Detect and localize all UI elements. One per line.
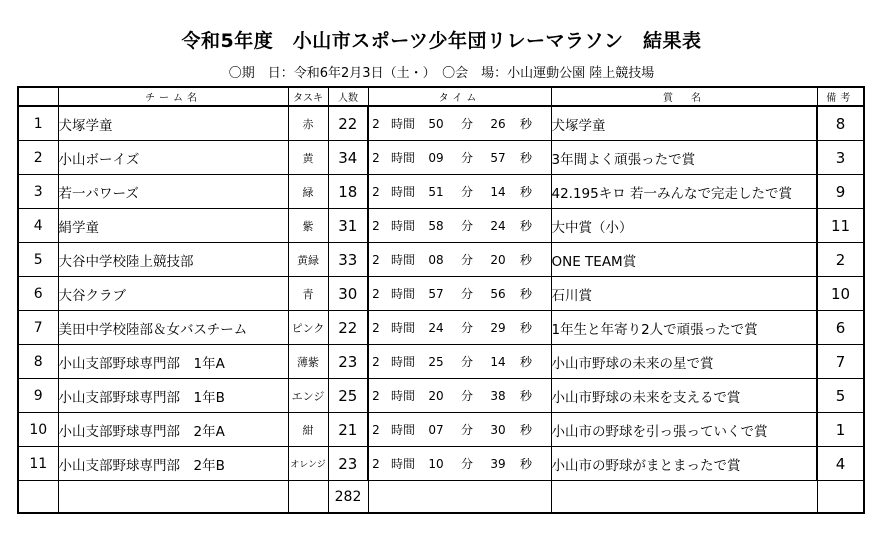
tasuki-color: 赤 [288, 106, 328, 141]
time-seconds: 26 [490, 117, 506, 131]
finish-time [368, 277, 551, 311]
row-number: 4 [18, 209, 58, 243]
minute-unit: 分 [460, 185, 473, 199]
member-count: 18 [328, 175, 368, 209]
team-name: 大谷クラブ [58, 277, 288, 311]
second-unit: 秒 [519, 185, 532, 199]
row-number: 2 [18, 141, 58, 175]
time-hours: 2 [372, 219, 380, 233]
header-team: チーム名 [58, 87, 288, 106]
finish-time [368, 345, 551, 379]
tasuki-color: 黄 [288, 141, 328, 175]
time-minutes: 51 [428, 185, 444, 199]
time-minutes: 20 [428, 389, 444, 403]
time-seconds: 56 [490, 287, 506, 301]
remarks-rank: 8 [817, 106, 864, 141]
member-count: 23 [328, 447, 368, 481]
header-tasuki: タスキ [288, 87, 328, 106]
minute-unit: 分 [460, 389, 473, 403]
tasuki-color: 黄緑 [288, 243, 328, 277]
team-name: 小山支部野球専門部 1年A [58, 345, 288, 379]
total-award-cell [551, 481, 817, 514]
time-seconds: 14 [490, 185, 506, 199]
minute-unit: 分 [460, 423, 473, 437]
team-name: 若一パワーズ [58, 175, 288, 209]
table-row [18, 106, 864, 141]
tasuki-color: 青 [288, 277, 328, 311]
total-tasuki-cell [288, 481, 328, 514]
tasuki-color: オレンジ [288, 447, 328, 481]
total-team-cell [58, 481, 288, 514]
hour-unit: 時間 [390, 321, 415, 335]
results-table [17, 86, 865, 514]
team-name: 小山支部野球専門部 2年B [58, 447, 288, 481]
time-minutes: 08 [428, 253, 444, 267]
minute-unit: 分 [460, 151, 473, 165]
time-minutes: 07 [428, 423, 444, 437]
member-count: 25 [328, 379, 368, 413]
finish-time [368, 379, 551, 413]
finish-time [368, 413, 551, 447]
total-ninzu: 282 [328, 481, 368, 514]
hour-unit: 時間 [390, 423, 415, 437]
time-hours: 2 [372, 117, 380, 131]
award-name: 大中賞（小） [551, 209, 817, 243]
team-name: 小山支部野球専門部 2年A [58, 413, 288, 447]
table-row [18, 413, 864, 447]
header-time: タイム [368, 87, 551, 106]
time-hours: 2 [372, 185, 380, 199]
minute-unit: 分 [460, 321, 473, 335]
total-row [18, 481, 864, 514]
remarks-rank: 10 [817, 277, 864, 311]
hour-unit: 時間 [390, 151, 415, 165]
time-seconds: 14 [490, 355, 506, 369]
member-count: 31 [328, 209, 368, 243]
time-hours: 2 [372, 457, 380, 471]
row-number: 6 [18, 277, 58, 311]
minute-unit: 分 [460, 253, 473, 267]
award-name: ONE TEAM賞 [551, 243, 817, 277]
finish-time [368, 447, 551, 481]
hour-unit: 時間 [390, 355, 415, 369]
second-unit: 秒 [519, 321, 532, 335]
award-name: 42.195キロ 若一みんなで完走したで賞 [551, 175, 817, 209]
finish-time [368, 243, 551, 277]
finish-time [368, 141, 551, 175]
minute-unit: 分 [460, 219, 473, 233]
row-number: 11 [18, 447, 58, 481]
row-number: 1 [18, 106, 58, 141]
team-name: 小山ボーイズ [58, 141, 288, 175]
time-seconds: 30 [490, 423, 506, 437]
tasuki-color: 緑 [288, 175, 328, 209]
table-row [18, 447, 864, 481]
award-name: 小山市の野球がまとまったで賞 [551, 447, 817, 481]
total-biko-cell [817, 481, 864, 514]
time-hours: 2 [372, 151, 380, 165]
time-seconds: 39 [490, 457, 506, 471]
table-row [18, 141, 864, 175]
minute-unit: 分 [460, 117, 473, 131]
header-biko: 備考 [817, 87, 864, 106]
remarks-rank: 3 [817, 141, 864, 175]
header-no [18, 87, 58, 106]
award-name: 小山市野球の未来を支えるで賞 [551, 379, 817, 413]
second-unit: 秒 [519, 355, 532, 369]
award-name: 小山市の野球を引っ張っていくで賞 [551, 413, 817, 447]
second-unit: 秒 [519, 219, 532, 233]
time-minutes: 25 [428, 355, 444, 369]
table-row [18, 175, 864, 209]
remarks-rank: 2 [817, 243, 864, 277]
total-time-cell [368, 481, 551, 514]
time-seconds: 57 [490, 151, 506, 165]
remarks-rank: 5 [817, 379, 864, 413]
member-count: 22 [328, 311, 368, 345]
team-name: 小山支部野球専門部 1年B [58, 379, 288, 413]
remarks-rank: 11 [817, 209, 864, 243]
team-name: 大谷中学校陸上競技部 [58, 243, 288, 277]
time-minutes: 58 [428, 219, 444, 233]
tasuki-color: 紺 [288, 413, 328, 447]
member-count: 21 [328, 413, 368, 447]
member-count: 30 [328, 277, 368, 311]
remarks-rank: 9 [817, 175, 864, 209]
minute-unit: 分 [460, 287, 473, 301]
time-minutes: 10 [428, 457, 444, 471]
event-info: 〇期 日：令和6年2月3日（土・） 〇会 場：小山運動公園 陸上競技場 [228, 66, 655, 81]
header-ninzu: 人数 [328, 87, 368, 106]
hour-unit: 時間 [390, 117, 415, 131]
award-name: 犬塚学童 [551, 106, 817, 141]
remarks-rank: 7 [817, 345, 864, 379]
row-number: 10 [18, 413, 58, 447]
member-count: 23 [328, 345, 368, 379]
table-row [18, 345, 864, 379]
second-unit: 秒 [519, 423, 532, 437]
remarks-rank: 4 [817, 447, 864, 481]
tasuki-color: エンジ [288, 379, 328, 413]
row-number: 3 [18, 175, 58, 209]
member-count: 33 [328, 243, 368, 277]
finish-time [368, 311, 551, 345]
time-minutes: 50 [428, 117, 444, 131]
time-hours: 2 [372, 321, 380, 335]
team-name: 絹学童 [58, 209, 288, 243]
hour-unit: 時間 [390, 253, 415, 267]
header-row [18, 87, 864, 106]
hour-unit: 時間 [390, 219, 415, 233]
minute-unit: 分 [460, 355, 473, 369]
table-row [18, 311, 864, 345]
hour-unit: 時間 [390, 389, 415, 403]
award-name: 1年生と年寄り2人で頑張ったで賞 [551, 311, 817, 345]
table-row [18, 277, 864, 311]
row-number: 8 [18, 345, 58, 379]
table-row [18, 379, 864, 413]
finish-time [368, 175, 551, 209]
time-seconds: 24 [490, 219, 506, 233]
award-name: 石川賞 [551, 277, 817, 311]
time-seconds: 29 [490, 321, 506, 335]
time-hours: 2 [372, 355, 380, 369]
second-unit: 秒 [519, 457, 532, 471]
row-number: 7 [18, 311, 58, 345]
page-title: 令和5年度 小山市スポーツ少年団リレーマラソン 結果表 [181, 30, 702, 52]
second-unit: 秒 [519, 117, 532, 131]
team-name: 犬塚学童 [58, 106, 288, 141]
table-row [18, 243, 864, 277]
row-number: 9 [18, 379, 58, 413]
header-award: 賞 名 [551, 87, 817, 106]
time-hours: 2 [372, 423, 380, 437]
time-minutes: 09 [428, 151, 444, 165]
minute-unit: 分 [460, 457, 473, 471]
time-seconds: 38 [490, 389, 506, 403]
member-count: 22 [328, 106, 368, 141]
table-row [18, 209, 864, 243]
award-name: 3年間よく頑張ったで賞 [551, 141, 817, 175]
second-unit: 秒 [519, 389, 532, 403]
time-minutes: 57 [428, 287, 444, 301]
remarks-rank: 1 [817, 413, 864, 447]
hour-unit: 時間 [390, 457, 415, 471]
tasuki-color: 薄紫 [288, 345, 328, 379]
finish-time [368, 106, 551, 141]
row-number: 5 [18, 243, 58, 277]
tasuki-color: 紫 [288, 209, 328, 243]
time-hours: 2 [372, 253, 380, 267]
time-hours: 2 [372, 389, 380, 403]
hour-unit: 時間 [390, 287, 415, 301]
second-unit: 秒 [519, 253, 532, 267]
award-name: 小山市野球の未来の星で賞 [551, 345, 817, 379]
second-unit: 秒 [519, 151, 532, 165]
time-minutes: 24 [428, 321, 444, 335]
tasuki-color: ピンク [288, 311, 328, 345]
total-no-cell [18, 481, 58, 514]
finish-time [368, 209, 551, 243]
hour-unit: 時間 [390, 185, 415, 199]
time-hours: 2 [372, 287, 380, 301]
member-count: 34 [328, 141, 368, 175]
second-unit: 秒 [519, 287, 532, 301]
time-seconds: 20 [490, 253, 506, 267]
remarks-rank: 6 [817, 311, 864, 345]
team-name: 美田中学校陸部＆女バスチーム [58, 311, 288, 345]
